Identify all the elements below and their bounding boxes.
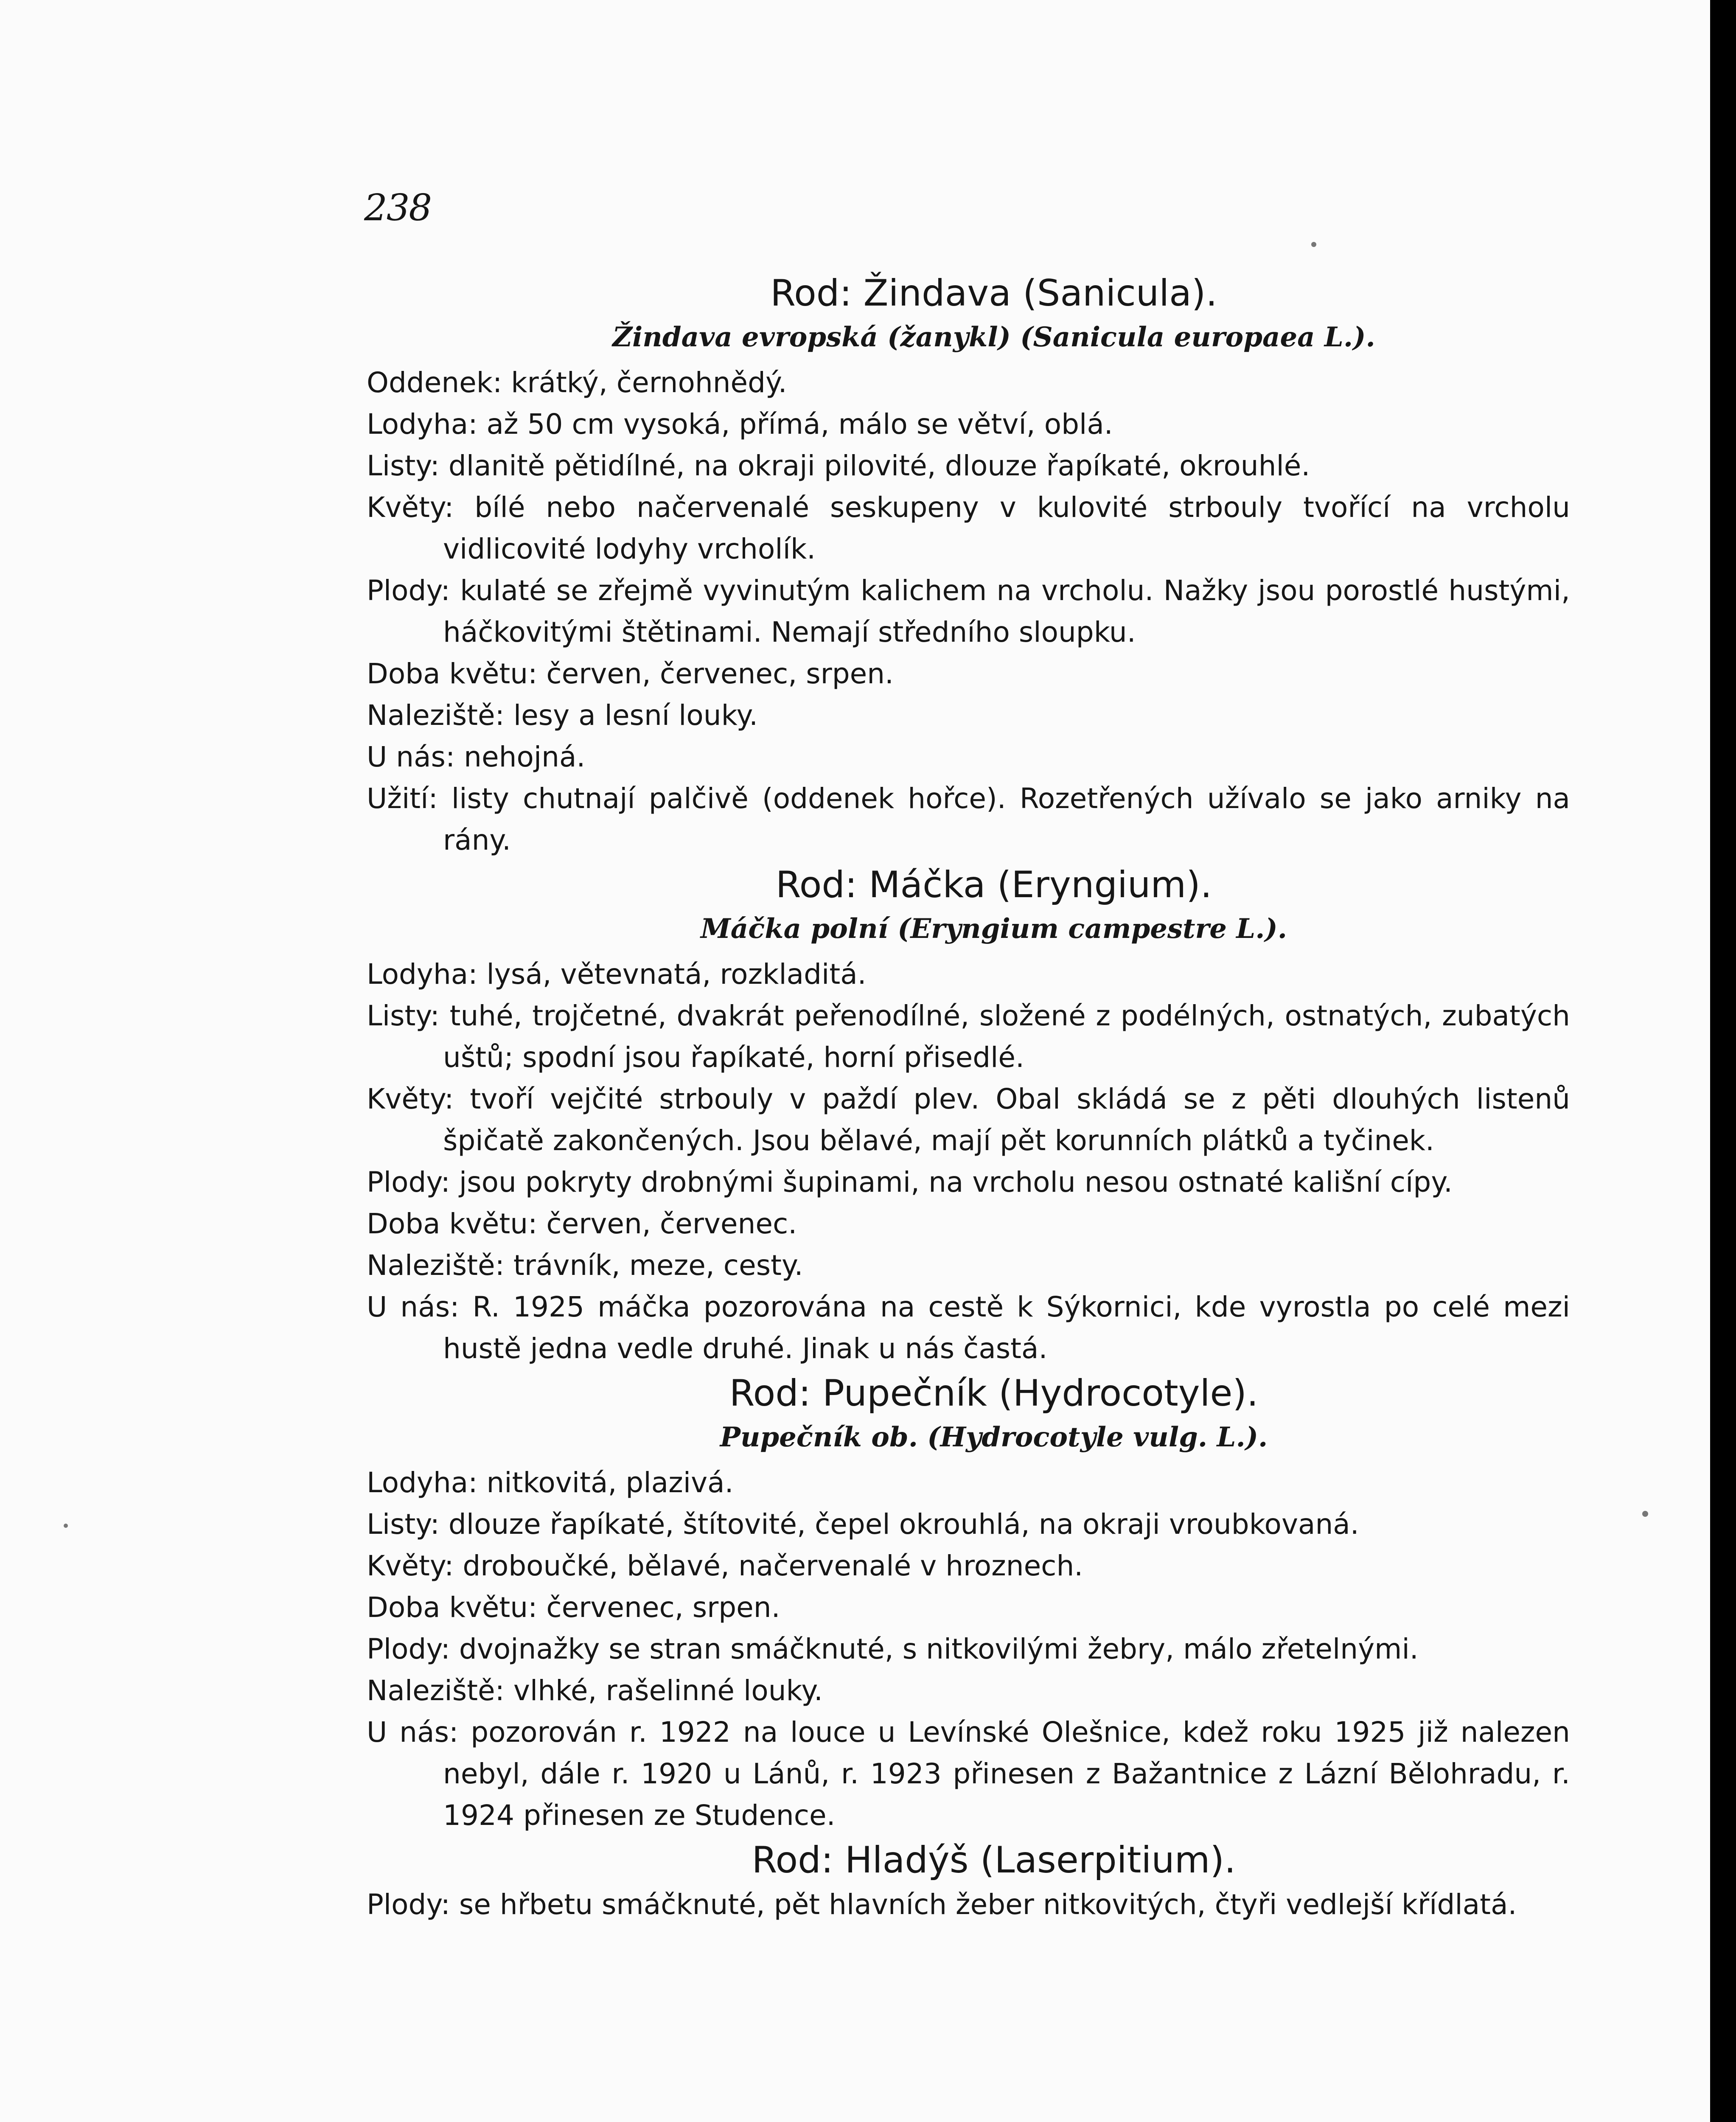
entry-text: vlhké, rašelinné louky.: [513, 1674, 823, 1707]
entry-label: Naleziště:: [367, 1249, 505, 1282]
entry-label: Listy:: [367, 1508, 440, 1541]
entry-text: se hřbetu smáčknuté, pět hlavních žeber nitkovitých, čtyři vedlejší křídlatá.: [459, 1888, 1517, 1921]
description-entry: [367, 1162, 1570, 1203]
entry-label: Květy:: [367, 491, 454, 524]
description-entry: [367, 1462, 1570, 1504]
description-entry: [367, 653, 1570, 695]
entry-label: Plody:: [367, 1633, 450, 1665]
entry-text: droboučké, bělavé, načervenalé v hroznech.: [463, 1549, 1083, 1582]
entry-text: dlanitě pětidílné, na okraji pilovité, dlouze řapíkaté, okrouhlé.: [448, 449, 1310, 482]
entry-text: lesy a lesní louky.: [513, 699, 758, 732]
description-entry: [367, 1078, 1570, 1162]
entry-text: krátký, černohnědý.: [511, 366, 787, 399]
genus-heading: Rod: Hladýš (Laserpitium).: [752, 1839, 1236, 1881]
entry-label: Květy:: [367, 1083, 454, 1115]
entry-text: lysá, větevnatá, rozkladitá.: [486, 958, 867, 991]
description-entry: [367, 1884, 1570, 1926]
entry-label: Lodyha:: [367, 408, 478, 441]
entry-text: kulaté se zřejmě vyvinutým kalichem na vrcholu. Nažky jsou porostlé hustými, háčkovitými štětinami. Nemají středního sloupku.: [443, 574, 1571, 648]
entry-label: Květy:: [367, 1549, 454, 1582]
entry-label: U nás:: [367, 741, 455, 773]
entry-text: listy chutnají palčivě (oddenek hořce). Rozetřených užívalo se jako arniky na rány.: [443, 782, 1570, 856]
entry-text: nitkovitá, plazivá.: [486, 1466, 734, 1499]
entry-text: červen, červenec.: [546, 1207, 797, 1240]
entry-label: Listy:: [367, 449, 440, 482]
entry-label: Oddenek:: [367, 366, 502, 399]
entry-text: dvojnažky se stran smáčknuté, s nitkovilými žebry, málo zřetelnými.: [459, 1633, 1419, 1665]
entry-text: až 50 cm vysoká, přímá, málo se větví, oblá.: [486, 408, 1113, 441]
entry-label: U nás:: [367, 1716, 459, 1749]
description-entry: [367, 1203, 1570, 1245]
genus-heading: Rod: Žindava (Sanicula).: [770, 272, 1217, 314]
description-entry: [367, 1712, 1570, 1836]
scan-speck: [64, 1524, 68, 1528]
entry-text: tvoří vejčité strbouly v paždí plev. Obal skládá se z pěti dlouhých listenů špičatě zakončených. Jsou bělavé, mají pět korunních plátků a tyčinek.: [443, 1083, 1570, 1157]
entry-label: Plody:: [367, 1166, 450, 1199]
description-entry: [367, 1545, 1570, 1587]
description-entry: [367, 1245, 1570, 1286]
description-entry: [367, 954, 1570, 995]
entry-text: nehojná.: [464, 741, 586, 773]
description-entry: [367, 1504, 1570, 1545]
entry-text: pozorován r. 1922 na louce u Levínské Olešnice, kdež roku 1925 již nalezen nebyl, dále r. 1920 u Lánů, r. 1923 přinesen z Bažantnice z Lázní Bělohradu, r. 1924 přinesen ze Studence.: [443, 1716, 1570, 1832]
description-entry: [367, 995, 1570, 1078]
description-entry: [367, 445, 1570, 487]
entry-text: tuhé, trojčetné, dvakrát peřenodílné, složené z podélných, ostnatých, zubatých uštů; spodní jsou řapíkaté, horní přisedlé.: [443, 999, 1571, 1074]
genus-heading: Rod: Pupečník (Hydrocotyle).: [729, 1372, 1259, 1415]
entry-label: Užití:: [367, 782, 438, 815]
page-number: 238: [364, 187, 432, 229]
entry-label: Listy:: [367, 999, 440, 1032]
entry-label: Doba květu:: [367, 657, 538, 690]
entry-text: červen, červenec, srpen.: [546, 657, 894, 690]
entry-label: Lodyha:: [367, 958, 478, 991]
entry-label: Naleziště:: [367, 1674, 505, 1707]
entry-label: Naleziště:: [367, 699, 505, 732]
page-content: [367, 269, 1570, 1926]
description-entry: [367, 487, 1570, 570]
description-entry: [367, 404, 1570, 445]
description-entry: [367, 570, 1570, 653]
entry-label: Plody:: [367, 1888, 450, 1921]
species-title: Máčka polní (Eryngium campestre L.).: [700, 913, 1287, 945]
entry-text: R. 1925 máčka pozorována na cestě k Sýkornici, kde vyrostla po celé mezi hustě jedna vedle druhé. Jinak u nás častá.: [443, 1291, 1571, 1365]
description-entry: [367, 695, 1570, 736]
description-entry: [367, 736, 1570, 778]
scan-speck: [1311, 242, 1316, 247]
description-entry: [367, 1628, 1570, 1670]
description-entry: [367, 1670, 1570, 1712]
entry-text: dlouze řapíkaté, štítovité, čepel okrouhlá, na okraji vroubkovaná.: [448, 1508, 1359, 1541]
species-title: Žindava evropská (žanykl) (Sanicula europaea L.).: [612, 321, 1375, 353]
entry-label: Plody:: [367, 574, 450, 607]
entry-text: trávník, meze, cesty.: [513, 1249, 803, 1282]
entry-text: jsou pokryty drobnými šupinami, na vrcholu nesou ostnaté kališní cípy.: [459, 1166, 1453, 1199]
scan-speck: [1642, 1511, 1648, 1517]
entry-label: U nás:: [367, 1291, 460, 1323]
species-title: Pupečník ob. (Hydrocotyle vulg. L.).: [720, 1421, 1268, 1453]
description-entry: [367, 362, 1570, 404]
entry-label: Lodyha:: [367, 1466, 478, 1499]
description-entry: [367, 1286, 1570, 1370]
description-entry: [367, 1587, 1570, 1628]
entry-label: Doba květu:: [367, 1207, 538, 1240]
entry-text: červenec, srpen.: [546, 1591, 780, 1624]
genus-heading: Rod: Máčka (Eryngium).: [775, 864, 1212, 906]
description-entry: [367, 778, 1570, 861]
entry-text: bílé nebo načervenalé seskupeny v kulovité strbouly tvořící na vrcholu vidlicovité lodyhy vrcholík.: [443, 491, 1570, 565]
entry-label: Doba květu:: [367, 1591, 538, 1624]
